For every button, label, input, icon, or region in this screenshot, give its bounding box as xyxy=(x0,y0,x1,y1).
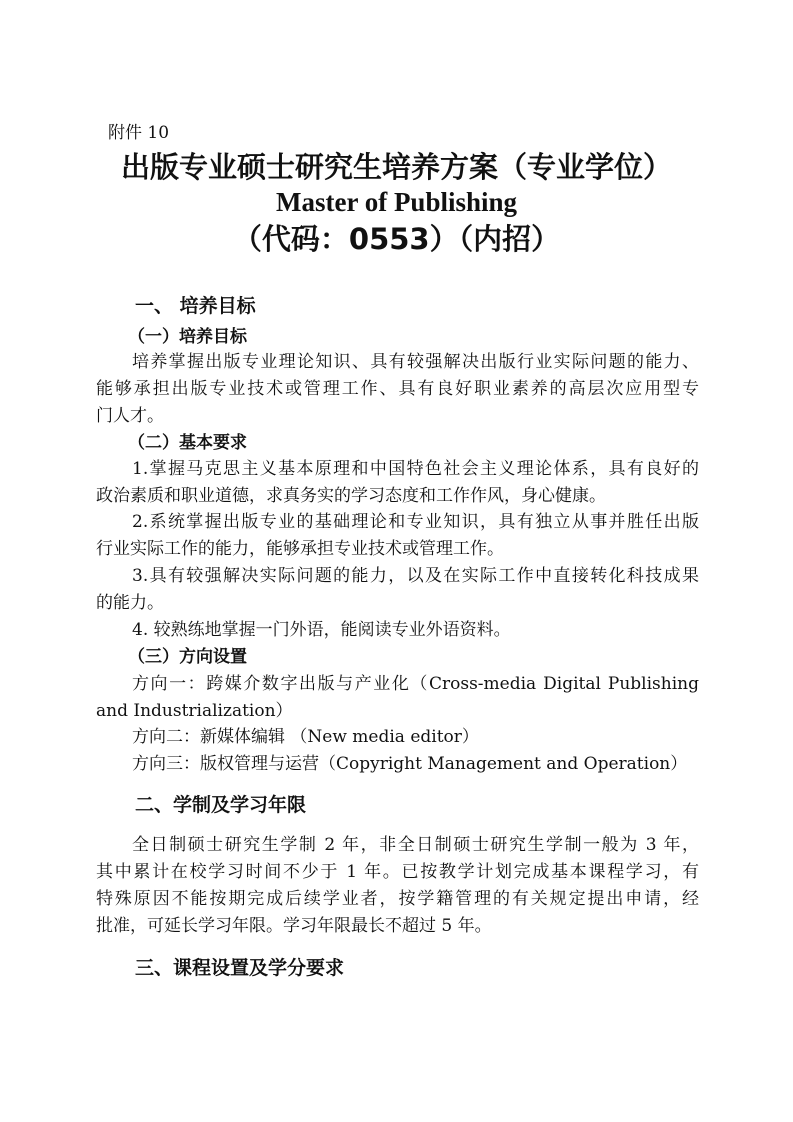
requirement-line: 的能力。 xyxy=(96,593,164,613)
section-heading-1: 一、 培养目标 xyxy=(135,295,256,317)
paragraph-line: 特殊原因不能按期完成后续学业者，按学籍管理的有关规定提出申请，经 xyxy=(96,889,699,909)
direction-line: 方向一：跨媒介数字出版与产业化（Cross-media Digital Publishing xyxy=(132,674,699,694)
subheading-1: （一）培养目标 xyxy=(128,327,247,347)
requirement-line: 1.掌握马克思主义基本原理和中国特色社会主义理论体系，具有良好的 xyxy=(132,459,699,479)
section-heading-3: 三、课程设置及学分要求 xyxy=(135,957,345,979)
requirement-line: 3.具有较强解决实际问题的能力，以及在实际工作中直接转化科技成果 xyxy=(132,566,699,586)
page-title: 出版专业硕士研究生培养方案（专业学位） xyxy=(120,150,672,184)
requirement-line: 2.系统掌握出版专业的基础理论和专业知识，具有独立从事并胜任出版 xyxy=(132,512,699,532)
direction-line: and Industrialization） xyxy=(96,701,293,721)
paragraph-line: 培养掌握出版专业理论知识、具有较强解决出版行业实际问题的能力、 xyxy=(132,352,699,372)
paragraph-line: 其中累计在校学习时间不少于 1 年。已按教学计划完成基本课程学习，有 xyxy=(96,862,699,882)
paragraph-line: 全日制硕士研究生学制 2 年，非全日制硕士研究生学制一般为 3 年， xyxy=(132,835,699,855)
direction-line: 方向二：新媒体编辑 （New media editor） xyxy=(132,727,479,747)
direction-line: 方向三：版权管理与运营（Copyright Management and Operation） xyxy=(132,754,688,774)
requirement-line: 4. 较熟练地掌握一门外语，能阅读专业外语资料。 xyxy=(132,620,511,640)
requirement-line: 行业实际工作的能力，能够承担专业技术或管理工作。 xyxy=(96,539,504,559)
paragraph-line: 能够承担出版专业技术或管理工作、具有良好职业素养的高层次应用型专 xyxy=(96,379,699,399)
attachment-label: 附件 10 xyxy=(108,123,170,143)
subheading-3: （三）方向设置 xyxy=(128,647,247,667)
title-en: Master of Publishing xyxy=(275,187,518,217)
program-code: （代码：0553）（内招） xyxy=(232,222,561,256)
section-heading-2: 二、学制及学习年限 xyxy=(135,794,307,816)
paragraph-line: 门人才。 xyxy=(96,406,164,426)
requirement-line: 政治素质和职业道德，求真务实的学习态度和工作作风，身心健康。 xyxy=(96,486,606,506)
subheading-2: （二）基本要求 xyxy=(128,433,247,453)
paragraph-line: 批准，可延长学习年限。学习年限最长不超过 5 年。 xyxy=(96,916,492,936)
